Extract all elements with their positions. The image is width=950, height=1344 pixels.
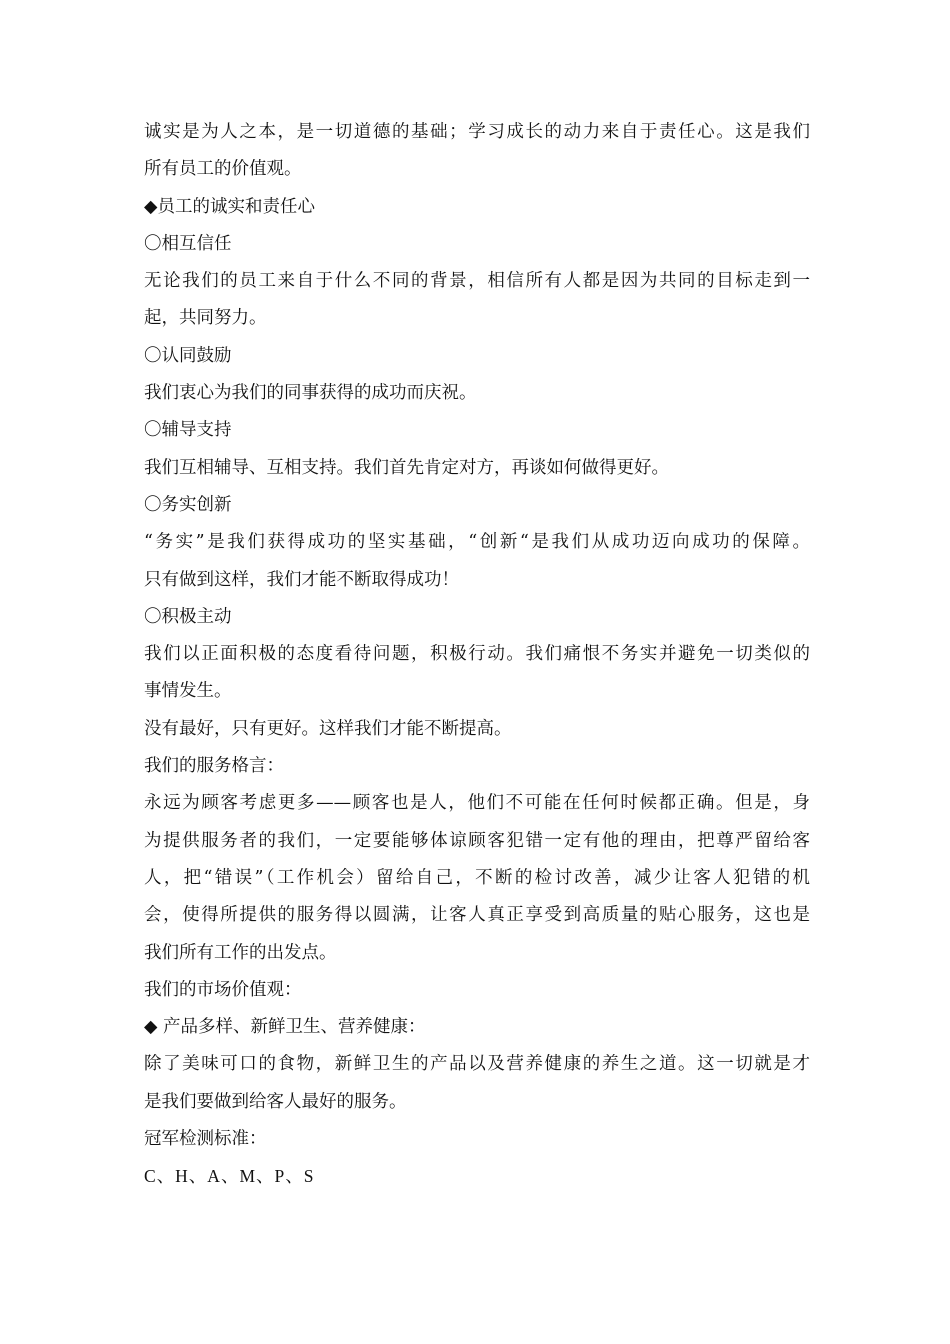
text-line: 我们所有工作的出发点。 [144,942,337,963]
text-line: 除了美味可口的食物，新鲜卫生的产品以及营养健康的养生之道。这一切就是才 [144,1054,810,1075]
text-line: 〇辅导支持 [144,420,232,441]
text-line: 事情发生。 [144,681,232,702]
text-line: 人，把“错误”（工作机会）留给自己，不断的检讨改善，减少让客人犯错的机 [144,867,810,888]
text-line: 〇积极主动 [144,606,232,627]
text-line: 〇相互信任 [144,233,232,254]
text-line: 冠军检测标准： [144,1129,267,1150]
text-line: C、H、A、M、P、S [144,1166,315,1187]
text-line: 我们的服务格言： [144,756,284,777]
text-line: 永远为顾客考虑更多——顾客也是人，他们不可能在任何时候都正确。但是，身 [144,793,810,814]
document-body [144,114,810,1196]
text-line: 〇务实创新 [144,494,232,515]
text-line: 无论我们的员工来自于什么不同的背景，相信所有人都是因为共同的目标走到一 [144,271,810,292]
text-line: ◆ 产品多样、新鲜卫生、营养健康： [144,1017,426,1038]
text-line: 〇认同鼓励 [144,345,232,366]
text-line: 没有最好，只有更好。这样我们才能不断提高。 [144,718,512,739]
text-line: 是我们要做到给客人最好的服务。 [144,1091,407,1112]
text-line: 诚实是为人之本，是一切道德的基础；学习成长的动力来自于责任心。这是我们 [144,122,810,142]
text-line: 我们互相辅导、互相支持。我们首先肯定对方，再谈如何做得更好。 [144,457,669,478]
text-line: 所有员工的价值观。 [144,159,302,180]
text-line: 我们衷心为我们的同事获得的成功而庆祝。 [144,383,477,404]
text-line: 会，使得所提供的服务得以圆满，让客人真正享受到高质量的贴心服务，这也是 [144,905,810,926]
text-line: 为提供服务者的我们，一定要能够体谅顾客犯错一定有他的理由，把尊严留给客 [144,830,810,851]
text-line: ◆员工的诚实和责任心 [144,196,315,217]
text-line: 起，共同努力。 [144,308,267,329]
text-line: 我们以正面积极的态度看待问题，积极行动。我们痛恨不务实并避免一切类似的 [144,644,810,665]
text-line: 我们的市场价值观： [144,979,302,1000]
text-line: 只有做到这样，我们才能不断取得成功！ [144,569,459,590]
text-line: “务实”是我们获得成功的坚实基础，“创新“是我们从成功迈向成功的保障。 [144,532,810,553]
